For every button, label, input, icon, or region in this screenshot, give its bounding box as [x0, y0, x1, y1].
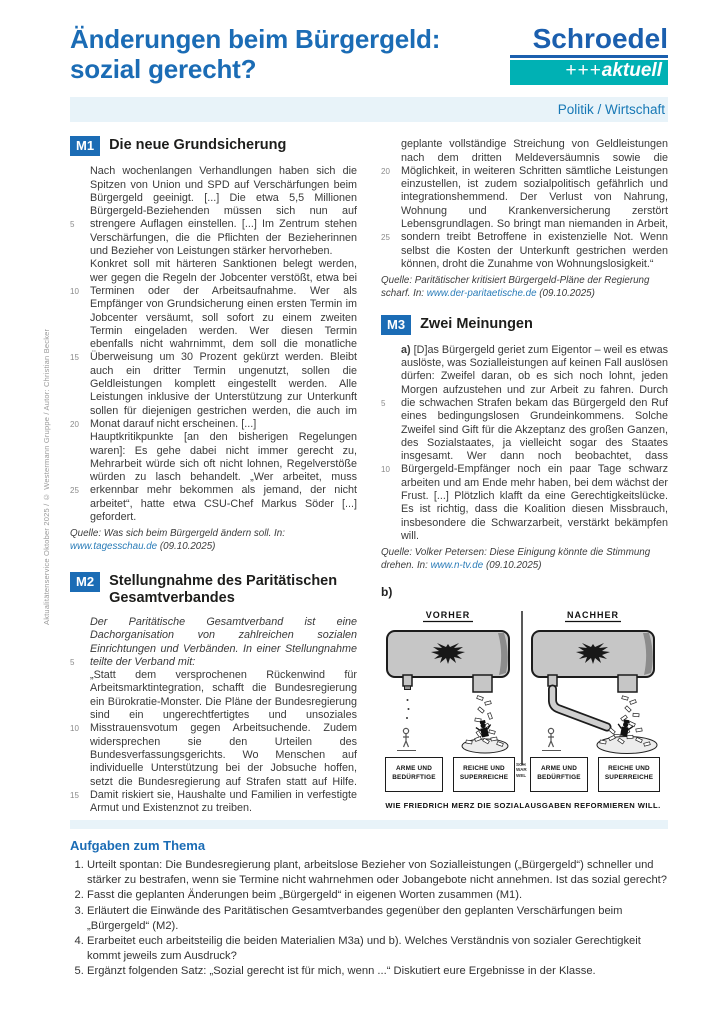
section-m1	[70, 136, 357, 553]
line-number: 5	[70, 220, 75, 230]
cartoon-label-rich-before: REICHE UND SUPERREICHE	[453, 757, 515, 792]
m1-paragraph: Nach wochenlangen Verhandlungen haben sich die Spitzen von Union und SPD auf Verschärfungen beim Bürgergeld geeinigt. [...] Die etwa 5,5 Millionen Bürgergeld-Beziehenden müssen sich nun auf strengere Auflagen einstellen. [...] Im Zentrum stehen Verschärfungen, die die Pflichten der Bezieherinnen und Bezieher von Leistungen stärker hervorheben.	[90, 165, 357, 258]
line-number: 20	[70, 419, 79, 429]
m3-source-date: (09.10.2025)	[483, 559, 542, 571]
m2-continuation-paragraph: geplante vollständige Streichung von Geldleistungen nach dem dritten Meldeversäumnis sowie die Möglichkeit, in weiteren Schritten sämtliche Leistungen einzustellen, ist zudem sozialpolitisch gefährlich und integrationshemmend. Der Verlust von Nahrung, Wohnung und Krankenversicherung zerstört Lebensgrundlagen. So bringt man niemanden in Arbeit, sondern treibt Betroffene in existenzielle Not. Wenn selbst die Kosten der Unterkunft gestrichen werden können, droht die Zunahme von Wohnungslosigkeit.“	[401, 138, 668, 270]
m1-source-link[interactable]: www.tagesschau.de	[70, 541, 158, 553]
sidebar-credit: Aktualitätenservice Oktober 2025 / © Westermann Gruppe / Autor: Christian Becker	[42, 328, 51, 625]
page-header	[70, 0, 668, 85]
m1-source-date: (09.10.2025)	[157, 541, 216, 553]
m2-paragraph: „Statt dem versprochenen Rückenwind für Arbeitsmarktintegration, schafft die Bundesregierung ein Bürokratie-Monster. Die Pläne der Bundesregierung sind ein ungerechtfertigtes und unsoziales Misstrauensvotum gegen Arbeitsuchende. Zudem widersprechen sie den Urteilen des Bundesverfassungsgerichts. Wo Menschen auf individuelle Unterstützung bei der Jobsuche hoffen, setzt die Bundesregierung auf Strafen statt auf Hilfe. Damit riskiert sie, Haushalte und Familien in verfestigte Armut und Existenznot zu treiben.	[90, 669, 357, 815]
m3-source-text: Quelle: Volker Petersen: Diese Einigung könnte die Stimmung drehen. In:	[381, 547, 651, 571]
subject-label: Politik / Wirtschaft	[557, 102, 665, 118]
cartoon-label-poor-before: ARME UND BEDÜRFTIGE	[385, 757, 443, 792]
task-item: 5. Ergänzt folgenden Satz: „Sozial gerecht ist für mich, wenn ...“ Diskutiert eure Ergebnisse in der Klasse.	[87, 964, 668, 979]
m3-title: Zwei Meinungen	[420, 315, 533, 332]
m3-source	[381, 547, 668, 572]
line-number: 10	[70, 286, 79, 296]
task-item: 1. Urteilt spontan: Die Bundesregierung plant, arbeitslose Bezieher von Sozialleistungen („Bürgergeld“) schneller und stärker zu bestrafen, wenn sie Termine nicht wahrnehmen oder Jobangebote nicht annehmen. Ist das sozial gerecht?	[87, 858, 668, 887]
m3-source-link[interactable]: www.n-tv.de	[430, 559, 484, 571]
section-m2	[70, 572, 357, 815]
line-number: 25	[381, 233, 390, 243]
tasks-heading: Aufgaben zum Thema	[70, 838, 206, 854]
m3-a-text: [D]as Bürgergeld geriet zum Eigentor – weil es etwas auslöste, was Sozialleistungen auf keinen Fall auslösen dürfen: Zweifel daran, ob es sich noch lohnt, jeden Morgen aufzustehen und zur Arbeit zu fahren. Durch die schwachen Strafen bekam das Bürgergeld den Ruf eines bedingungslosen Grundeinkommens. Solche Zweifel sind Gift für die Akzeptanz des großen Ganzen, des Sozialstaates, ja vielleicht sogar des Staates insgesamt. Wer dann noch beobachtet, dass Bürgergeld-Empfänger noch ein paar Tage schwarz arbeiten und am Ende mehr haben, bei dem wächst der Frust. [...] Plötzlich klafft da eine Gerechtigkeitslücke. Es ist richtig, dass die Koalition diesen Missbrauch, insbesondere die Schwarzarbeit, verstärkt bekämpfen will.	[401, 343, 668, 542]
m2-source	[381, 275, 668, 300]
subject-band	[70, 97, 668, 122]
cartoon-label-rich-after: REICHE UND SUPERREICHE	[598, 757, 660, 792]
m3-b-label: b)	[381, 584, 393, 599]
m1-paragraph: Konkret soll mit härteren Sanktionen belegt werden, wer gegen die Regeln der Jobcenter verstößt, etwa bei Terminen oder der Arbeitsaufnahme. Wer als Empfänger von Grundsicherung einen ersten Termin im Jobcenter versäumt, soll sofort zu einem zweiten Termin eingeladen werden. Wer diesen Termin ebenfalls nicht wahrnimmt, dem soll die monatliche Überweisung um 30 Prozent gekürzt werden. Bleibt auch ein dritter Termin ungenutzt, sollen die Geldleistungen komplett eingestellt werden. Alle Leistungen inklusive der Unterstützung zur Unterkunft sollen für diejenigen gestrichen werden, die auch im Monat darauf nicht erscheinen. [...]	[90, 258, 357, 430]
schroedel-aktuell-logo	[510, 24, 668, 85]
m1-badge: M1	[70, 136, 100, 156]
m2-intro: Der Paritätische Gesamtverband ist eine Dachorganisation von zahlreichen sozialen Einrichtungen und Verbänden. In einer Stellungnahme teilte der Verband mit:	[90, 615, 357, 668]
cartoon-caption: WIE FRIEDRICH MERZ DIE SOZIALAUSGABEN REFORMIEREN WILL.	[385, 800, 661, 810]
m1-paragraph: Hauptkritikpunkte [an den bisherigen Regelungen waren]: Es gehe dabei nicht immer gerecht zu, Mehrarbeit würde sich oft nicht lohnen, Regelverstöße würden zu lasch behandelt. „Wer arbeitet, muss erkennbar mehr bekommen als jemand, der nicht arbeitet“, hatte etwa CSU-Chef Markus Söder [...] gefordert.	[90, 431, 357, 523]
left-column	[70, 136, 357, 814]
m1-title: Die neue Grundsicherung	[109, 137, 287, 154]
m3-badge: M3	[381, 315, 411, 335]
m2-header	[70, 572, 357, 607]
m2-source-date: (09.10.2025)	[536, 287, 595, 299]
cartoon-title-after: NACHHER	[567, 609, 619, 620]
m3-header	[381, 315, 668, 335]
line-number: 10	[70, 724, 79, 734]
m2-text	[70, 616, 357, 814]
line-number: 15	[70, 790, 79, 800]
m2-badge: M2	[70, 572, 100, 592]
page-title: Änderungen beim Bürgergeld: sozial gerecht?	[70, 24, 441, 85]
two-column-body	[70, 136, 668, 814]
line-number: 15	[70, 353, 79, 363]
logo-plus-signs: +++	[565, 60, 602, 82]
m1-source-text: Quelle: Was sich beim Bürgergeld ändern soll. In:	[70, 528, 285, 540]
task-item: 4. Erarbeitet euch arbeitsteilig die beiden Materialien M3a) und b). Welches Verständnis von sozialer Gerechtigkeit kommt jeweils zum Ausdruck?	[87, 934, 668, 963]
m1-text	[70, 165, 357, 524]
task-item: 3. Erläutert die Einwände des Paritätischen Gesamtverbandes gegenüber den geplanten Verschärfungen beim „Bürgergeld“ (M2).	[87, 904, 668, 933]
line-number: 10	[381, 465, 390, 475]
m2-text-continuation	[381, 138, 668, 271]
m3-a-label: a)	[401, 343, 411, 356]
tasks-section	[70, 838, 668, 979]
logo-tagline	[510, 60, 668, 85]
line-number: 5	[70, 657, 75, 667]
logo-aktuell: aktuell	[601, 60, 662, 82]
m3-text	[381, 344, 668, 543]
right-column	[381, 136, 668, 814]
cartoon-title-before: VORHER	[425, 609, 471, 620]
tasks-divider-band	[70, 820, 668, 829]
line-number: 25	[70, 486, 79, 496]
m2-title: Stellungnahme des Paritätischen Gesamtverbandes	[109, 572, 338, 606]
section-m3	[381, 315, 668, 573]
m1-source	[70, 528, 357, 553]
content-area	[70, 0, 668, 980]
m2-source-text: Quelle: Paritätischer kritisiert Bürgergeld-Pläne der Regierung scharf. In:	[381, 275, 650, 299]
m1-header	[70, 136, 357, 156]
tasks-list	[70, 858, 668, 979]
cartoon-image	[381, 605, 665, 815]
line-number: 5	[381, 398, 386, 408]
cartoon-label-poor-after: ARME UND BEDÜRFTIGE	[530, 757, 588, 792]
line-number: 20	[381, 166, 390, 176]
task-item: 2. Fasst die geplanten Änderungen beim „Bürgergeld“ in eigenen Worten zusammen (M1).	[87, 888, 668, 903]
m3-paragraph-a	[401, 344, 668, 543]
logo-wordmark: Schroedel	[510, 24, 668, 58]
cartoon-artist-signature: SCHWARWEL	[516, 761, 527, 779]
m2-source-link[interactable]: www.der-paritaetische.de	[426, 287, 537, 299]
